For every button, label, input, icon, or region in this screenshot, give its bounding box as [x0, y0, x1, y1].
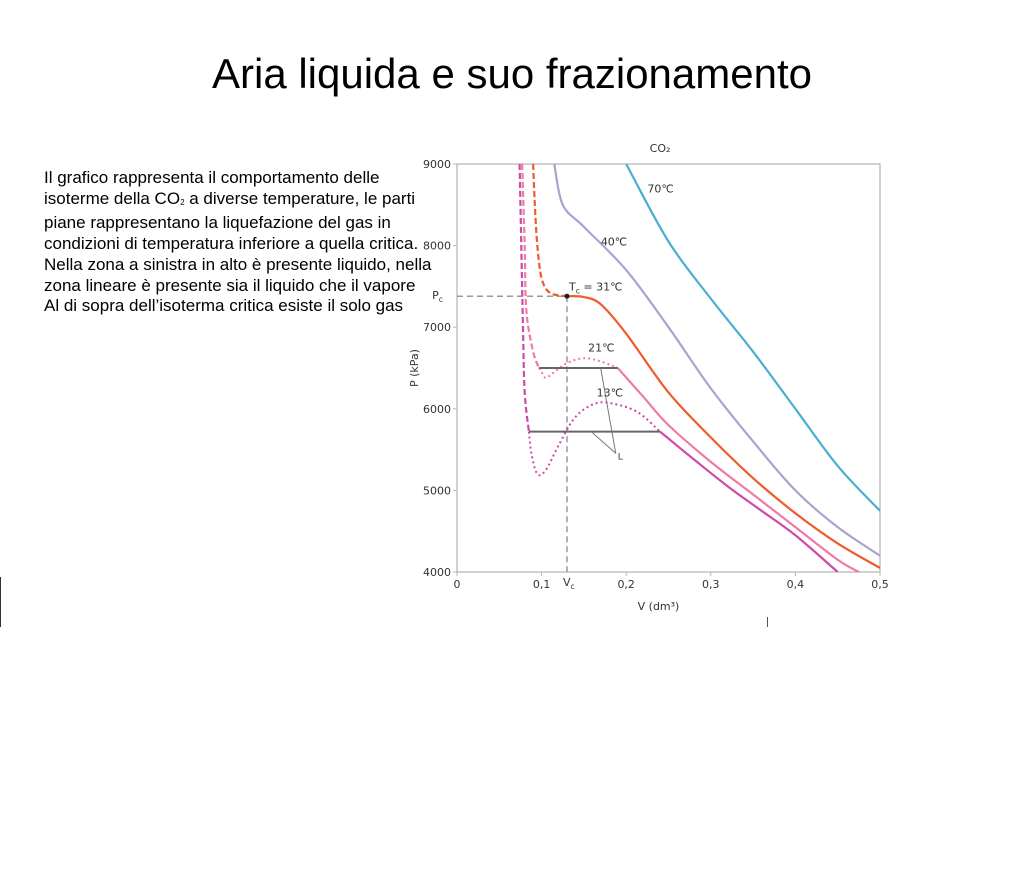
- co2-isotherm-chart: [400, 135, 900, 620]
- l-pointer-upper: [601, 369, 616, 453]
- y-tick-label-2: 6000: [423, 402, 451, 416]
- y-tick-label-0: 4000: [423, 566, 451, 579]
- bottom-tick-mark: [767, 617, 768, 627]
- x-tick-label-2: 0,2: [617, 578, 635, 591]
- isotherm-curve-9: [529, 402, 660, 475]
- vc-label: $V_c$: [562, 576, 575, 591]
- description-text-part1: Il grafico rappresenta il comportamento delle isoterme della CO: [44, 168, 380, 208]
- isotherm-curve-1: [554, 164, 880, 556]
- pc-label: $P_c$: [432, 289, 443, 305]
- critical-point-marker: [564, 294, 569, 299]
- x-tick-label-4: 0,4: [786, 578, 805, 591]
- description-text-line2: Al di sopra dell’isoterma critica esiste il solo gas: [44, 296, 404, 316]
- chart-svg: [400, 135, 900, 620]
- y-tick-label-3: 7000: [423, 321, 451, 335]
- y-tick-label-1: 5000: [423, 484, 451, 498]
- curve-label-4: 13℃: [596, 386, 623, 400]
- left-edge-divider: [0, 577, 1, 627]
- curve-label-5: L: [617, 452, 623, 463]
- isotherm-curve-7: [660, 432, 838, 572]
- curve-label-3: 21℃: [588, 341, 615, 355]
- description-subscript: 2: [180, 197, 185, 207]
- chart-title: CO₂: [649, 142, 671, 155]
- slide-description: [44, 168, 434, 317]
- x-tick-label-5: 0,5: [871, 578, 889, 591]
- y-tick-label-4: 8000: [423, 239, 451, 253]
- x-axis-title: V (dm³): [637, 600, 680, 613]
- curve-label-0: 70℃: [647, 182, 674, 196]
- y-tick-label-5: 9000: [423, 158, 451, 171]
- curve-label-1: 40℃: [600, 235, 628, 249]
- isotherm-curve-5: [522, 164, 539, 368]
- isotherm-curve-3: [533, 164, 567, 296]
- isotherm-curve-0: [626, 164, 880, 511]
- x-tick-label-0: 0: [453, 578, 461, 591]
- description-text-part2: a diverse temperature, le parti piane rappresentano la liquefazione del gas in condizioni di temperatura inferiore a quella critica. Nella zona a sinistra in alto è presente liquido, nella zona lineare è presente sia il liquido che il vapore: [44, 188, 432, 295]
- x-tick-label-3: 0,3: [702, 578, 720, 591]
- y-axis-title: P (kPa): [408, 349, 421, 387]
- slide-title: Aria liquida e suo frazionamento: [211, 50, 813, 97]
- isotherm-curve-4: [618, 368, 859, 572]
- x-tick-label-1: 0,1: [532, 578, 551, 591]
- curve-label-2: $T_c$ = 31℃: [568, 280, 623, 296]
